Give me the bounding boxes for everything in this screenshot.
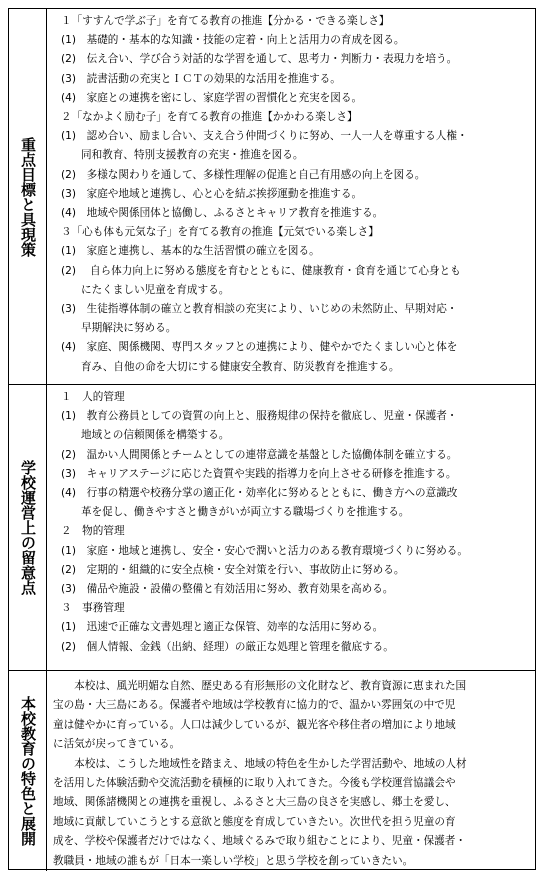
subsection-title: １ 人的管理 bbox=[61, 391, 125, 403]
section-management-points bbox=[9, 384, 535, 670]
list-item: 地域との信頼関係を構築する。 bbox=[81, 429, 230, 442]
section-heading-text: 重点目標と具現策 bbox=[19, 136, 37, 257]
paragraph-line: 地域に貢献していこうとする意欲と態度を育成していきたい。次世代を担う児童の育 bbox=[53, 815, 456, 828]
list-item: (4) 家庭、関係機関、専門スタッフとの連携により、健やかでたくましい心と体を bbox=[61, 341, 458, 354]
paragraph-line: 教職員・地域の誰もが「日本一楽しい学校」と思う学校を創っていきたい。 bbox=[53, 854, 414, 867]
list-item: (3) 家庭や地域と連携し、心と心を結ぶ挨拶運動を推進する。 bbox=[61, 187, 363, 200]
list-item: (2) 個人情報、金銭（出納、経理）の厳正な処理と管理を徹底する。 bbox=[61, 640, 394, 653]
list-item: (3) 生徒指導体制の確立と教育相談の充実により、いじめの未然防止、早期対応・ bbox=[61, 303, 458, 316]
paragraph-line: 地域、関係諸機関との連携を重視し、ふるさと大三島の良さを実感し、郷土を愛し、 bbox=[53, 796, 456, 809]
section-heading bbox=[9, 9, 47, 384]
list-item: 革を促し、働きやすさと働きがいが両立する職場づくりを推進する。 bbox=[81, 506, 410, 519]
list-item: (1) 迅速で正確な文書処理と適正な保管、効率的な活用に努める。 bbox=[61, 621, 384, 634]
paragraph-line: 童は健やかに育っている。人口は減少しているが、観光客や移住者の増加により地域 bbox=[53, 718, 456, 731]
subsection-title: ３「心も体も元気な子」を育てる教育の推進【元気でいる楽しさ】 bbox=[61, 226, 379, 239]
paragraph-line: を活用した体験活動や交流活動を積極的に取り入れてきた。今後も学校運営協議会や bbox=[53, 777, 456, 790]
subsection-title: １「すすんで学ぶ子」を育てる教育の推進【分かる・できる楽しさ】 bbox=[61, 15, 390, 27]
paragraph-line: 宝の島・大三島にある。保護者や地域は学校教育に協力的で、温かい雰囲気の中で児 bbox=[53, 699, 456, 712]
list-item: (2) 多様な関わりを通して、多様性理解の促進と自己有用感の向上を図る。 bbox=[61, 168, 426, 181]
section-heading-text: 学校運営上の留意点 bbox=[19, 460, 37, 595]
list-item: にたくましい児童を育成する。 bbox=[81, 283, 230, 296]
section-body bbox=[47, 671, 535, 871]
list-item: (2) 温かい人間関係とチームとしての連帯意識を基盤とした協働体制を確立する。 bbox=[61, 448, 458, 461]
list-item: (1) 家庭・地域と連携し、安全・安心で潤いと活力のある教育環境づくりに努める。 bbox=[61, 544, 468, 557]
subsection-title: ３ 事務管理 bbox=[61, 602, 125, 615]
section-priority-goals bbox=[9, 9, 535, 384]
list-item: (1) 教育公務員としての資質の向上と、服務規律の保持を徹底し、児童・保護者・ bbox=[61, 410, 458, 423]
list-item: 早期解決に努める。 bbox=[81, 322, 177, 335]
section-body bbox=[47, 385, 535, 670]
list-item: (2) 定期的・組織的に安全点検・安全対策を行い、事故防止に努める。 bbox=[61, 563, 405, 576]
list-item: (2) 伝え合い、学び合う対話的な学習を通して、思考力・判断力・表現力を培う。 bbox=[61, 53, 458, 66]
list-item: (1) 認め合い、励まし合い、支え合う仲間づくりに努め、一人一人を尊重する人権・ bbox=[61, 130, 468, 143]
section-heading bbox=[9, 671, 47, 871]
paragraph-line: 本校は、風光明媚な自然、歴史ある有形無形の文化財など、教育資源に恵まれた国 bbox=[53, 680, 467, 692]
subsection-title: ２ 物的管理 bbox=[61, 525, 125, 538]
list-item: 育み、自他の命を大切にする健康安全教育、防災教育を推進する。 bbox=[81, 360, 400, 373]
list-item: (4) 家庭との連携を密にし、家庭学習の習慣化と充実を図る。 bbox=[61, 91, 363, 104]
list-item: (4) 行事の精選や校務分掌の適正化・効率化に努めるとともに、働き方への意識改 bbox=[61, 487, 458, 500]
paragraph-line: に活気が戻ってきている。 bbox=[53, 738, 181, 751]
list-item: (3) 備品や施設・設備の整備と有効活用に努め、教育効果を高める。 bbox=[61, 583, 394, 596]
list-item: (3) 読書活動の充実とＩＣＴの効果的な活用を推進する。 bbox=[61, 72, 341, 85]
paragraph-line: 成を、学校や保護者だけではなく、地域ぐるみで取り組むことにより、児童・保護者・ bbox=[53, 835, 466, 848]
list-item: (1) 家庭と連携し、基本的な生活習慣の確立を図る。 bbox=[61, 245, 320, 258]
paragraph-line: 本校は、こうした地域性を踏まえ、地域の特色を生かした学習活動や、地域の人材 bbox=[53, 757, 467, 770]
subsection-title: ２「なかよく励む子」を育てる教育の推進【かかわる楽しさ】 bbox=[61, 111, 358, 124]
document-table bbox=[8, 8, 536, 870]
list-item: (4) 地域や関係団体と協働し、ふるさとキャリア教育を推進する。 bbox=[61, 207, 384, 220]
section-body bbox=[47, 9, 535, 384]
list-item: (3) キャリアステージに応じた資質や実践的指導力を向上させる研修を推進する。 bbox=[61, 467, 457, 480]
list-item: (2) 自ら体力向上に努める態度を育むとともに、健康教育・食育を通じて心身とも bbox=[61, 264, 461, 277]
list-item: 同和教育、特別支援教育の充実・推進を図る。 bbox=[81, 149, 304, 162]
section-heading-text: 本校教育の特色と展開 bbox=[19, 696, 37, 846]
section-heading bbox=[9, 385, 47, 670]
section-school-features bbox=[9, 670, 535, 871]
list-item: (1) 基礎的・基本的な知識・技能の定着・向上と活用力の育成を図る。 bbox=[61, 34, 405, 47]
